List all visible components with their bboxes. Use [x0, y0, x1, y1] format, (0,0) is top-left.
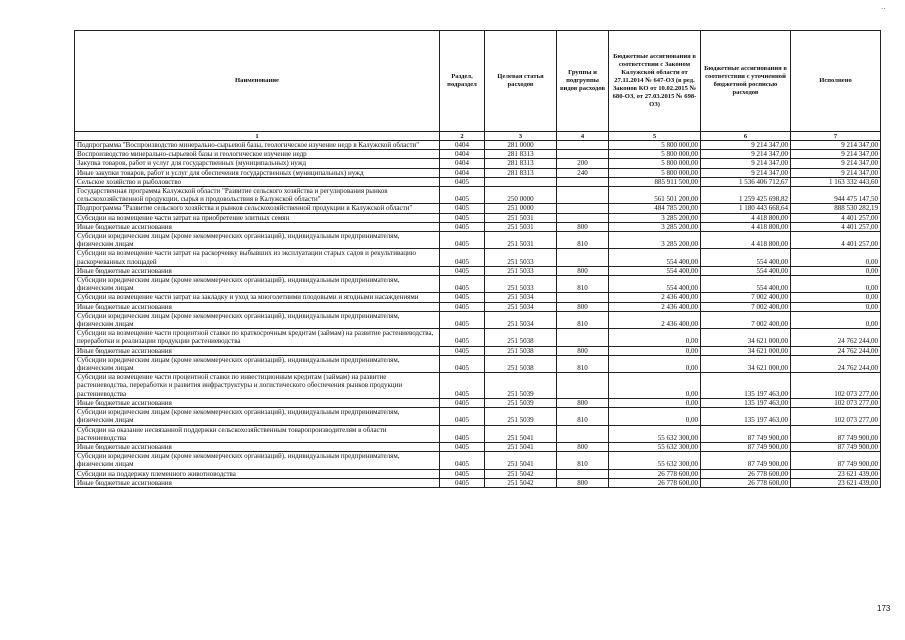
row-razdel: 0405	[440, 232, 485, 249]
row-budget: 2 436 400,00	[609, 293, 701, 302]
row-statya: 251 5031	[485, 222, 557, 231]
row-ispolneno: 23 621 439,00	[791, 469, 881, 478]
row-statya: 251 5034	[485, 302, 557, 311]
table-row	[75, 408, 881, 425]
budget-table	[74, 30, 881, 488]
row-ispolneno: 4 401 257,00	[791, 222, 881, 231]
row-razdel: 0405	[440, 425, 485, 442]
col-number: 5	[609, 132, 701, 141]
row-ispolneno: 0,00	[791, 249, 881, 266]
row-razdel: 0405	[440, 266, 485, 275]
row-name: Субсидии на возмещение части процентной ставки по инвестиционным кредитам (займам) на развитие растениеводства, переработки и развития инфраструктуры и логистического обеспечения рынков продукции растениеводства	[75, 373, 440, 399]
row-budget: 561 501 200,00	[609, 187, 701, 204]
row-statya: 250 0000	[485, 187, 557, 204]
row-gruppa: 810	[557, 355, 609, 372]
table-row	[75, 232, 881, 249]
row-razdel: 0405	[440, 222, 485, 231]
row-ispolneno: 4 401 257,00	[791, 213, 881, 222]
row-statya	[485, 177, 557, 186]
row-utochn: 87 749 900,00	[701, 425, 791, 442]
row-razdel: 0405	[440, 398, 485, 407]
row-ispolneno: 888 530 282,19	[791, 204, 881, 213]
row-utochn: 87 749 900,00	[701, 442, 791, 451]
row-utochn: 34 621 000,00	[701, 355, 791, 372]
row-budget: 0,00	[609, 355, 701, 372]
row-razdel: 0405	[440, 452, 485, 469]
row-gruppa	[557, 213, 609, 222]
table-row	[75, 302, 881, 311]
row-gruppa: 800	[557, 478, 609, 487]
header-statya: Целевая статья расходов	[485, 31, 557, 132]
table-row	[75, 177, 881, 186]
row-utochn: 1 259 425 698,82	[701, 187, 791, 204]
row-utochn: 34 621 000,00	[701, 329, 791, 346]
row-utochn: 554 400,00	[701, 276, 791, 293]
row-ispolneno: 9 214 347,00	[791, 141, 881, 150]
row-name: Субсидии юридическим лицам (кроме некоммерческих организаций), индивидуальным предпринимателям, физическим лицам	[75, 355, 440, 372]
row-razdel: 0404	[440, 141, 485, 150]
row-budget: 3 285 200,00	[609, 232, 701, 249]
row-ispolneno: 24 762 244,00	[791, 329, 881, 346]
col-number: 1	[75, 132, 440, 141]
row-utochn: 135 197 463,00	[701, 398, 791, 407]
table-row	[75, 425, 881, 442]
row-ispolneno: 87 749 900,00	[791, 425, 881, 442]
row-gruppa	[557, 469, 609, 478]
row-gruppa	[557, 141, 609, 150]
row-name: Иные бюджетные ассигнования	[75, 478, 440, 487]
row-utochn: 7 002 400,00	[701, 302, 791, 311]
row-budget: 26 778 600,00	[609, 469, 701, 478]
row-razdel: 0404	[440, 159, 485, 168]
row-budget: 5 800 000,00	[609, 150, 701, 159]
row-razdel: 0404	[440, 150, 485, 159]
row-gruppa	[557, 187, 609, 204]
col-number: 2	[440, 132, 485, 141]
row-budget: 55 632 300,00	[609, 442, 701, 451]
row-utochn: 554 400,00	[701, 266, 791, 275]
row-razdel: 0405	[440, 346, 485, 355]
row-statya: 251 0000	[485, 204, 557, 213]
row-budget: 554 400,00	[609, 249, 701, 266]
row-ispolneno: 4 401 257,00	[791, 232, 881, 249]
table-row	[75, 187, 881, 204]
row-name: Подпрограмма "Воспроизводство минерально-сырьевой базы, геологическое изучение недр в Калужской области"	[75, 141, 440, 150]
row-ispolneno: 87 749 900,00	[791, 452, 881, 469]
header-budget: Бюджетные ассигнования в соответствии с Законом Калужской области от 27.11.2014 № 647-ОЗ (в ред. Законов КО от 10.02.2015 № 680-ОЗ, от 27.03.2015 № 698-ОЗ)	[609, 31, 701, 132]
row-razdel: 0404	[440, 168, 485, 177]
row-statya: 251 5039	[485, 398, 557, 407]
table-row	[75, 222, 881, 231]
corner-mark: ..	[881, 2, 886, 11]
row-gruppa: 810	[557, 276, 609, 293]
table-row	[75, 469, 881, 478]
row-ispolneno: 944 475 147,50	[791, 187, 881, 204]
row-razdel: 0405	[440, 478, 485, 487]
row-razdel: 0405	[440, 355, 485, 372]
row-statya: 251 5038	[485, 346, 557, 355]
row-statya: 251 5041	[485, 425, 557, 442]
row-gruppa: 800	[557, 266, 609, 275]
row-ispolneno: 0,00	[791, 311, 881, 328]
row-statya: 251 5041	[485, 442, 557, 451]
row-gruppa	[557, 373, 609, 399]
row-gruppa	[557, 329, 609, 346]
row-gruppa	[557, 293, 609, 302]
row-budget: 0,00	[609, 408, 701, 425]
row-gruppa	[557, 150, 609, 159]
row-utochn: 87 749 900,00	[701, 452, 791, 469]
header-row	[75, 31, 881, 132]
row-razdel: 0405	[440, 249, 485, 266]
budget-table-sheet	[74, 30, 880, 488]
row-ispolneno: 102 073 277,00	[791, 373, 881, 399]
row-budget: 0,00	[609, 373, 701, 399]
row-name: Субсидии на возмещение части затрат на раскорчевку выбывших из эксплуатации старых садов и рекультивацию раскорчеванных площадей	[75, 249, 440, 266]
row-utochn: 1 536 406 712,67	[701, 177, 791, 186]
row-razdel: 0405	[440, 442, 485, 451]
row-razdel: 0405	[440, 204, 485, 213]
col-number: 7	[791, 132, 881, 141]
row-budget: 0,00	[609, 398, 701, 407]
row-budget: 2 436 400,00	[609, 311, 701, 328]
row-ispolneno: 0,00	[791, 302, 881, 311]
row-razdel: 0405	[440, 469, 485, 478]
row-utochn: 554 400,00	[701, 249, 791, 266]
row-statya: 281 8313	[485, 150, 557, 159]
row-budget: 5 800 000,00	[609, 141, 701, 150]
row-utochn: 7 002 400,00	[701, 311, 791, 328]
row-name: Государственная программа Калужской области "Развитие сельского хозяйства и регулирования рынков сельскохозяйственной продукции, сырья и продовольствия в Калужской области"	[75, 187, 440, 204]
row-name: Иные бюджетные ассигнования	[75, 346, 440, 355]
row-utochn: 4 418 800,00	[701, 232, 791, 249]
table-row	[75, 213, 881, 222]
col-number: 6	[701, 132, 791, 141]
row-gruppa	[557, 249, 609, 266]
row-name: Воспроизводство минерально-сырьевой базы и геологическое изучение недр	[75, 150, 440, 159]
row-gruppa: 810	[557, 232, 609, 249]
row-name: Субсидии юридическим лицам (кроме некоммерческих организаций), индивидуальным предпринимателям, физическим лицам	[75, 232, 440, 249]
row-gruppa: 240	[557, 168, 609, 177]
row-razdel: 0405	[440, 187, 485, 204]
row-budget: 0,00	[609, 329, 701, 346]
table-row	[75, 293, 881, 302]
row-statya: 251 5031	[485, 213, 557, 222]
row-gruppa: 800	[557, 346, 609, 355]
table-row	[75, 249, 881, 266]
row-name: Субсидии на возмещение части затрат на закладку и уход за многолетними плодовыми и ягодными насаждениями	[75, 293, 440, 302]
row-ispolneno: 9 214 347,00	[791, 168, 881, 177]
row-utochn: 26 778 600,00	[701, 469, 791, 478]
row-statya: 281 8313	[485, 159, 557, 168]
row-budget: 5 800 000,00	[609, 159, 701, 168]
table-row	[75, 204, 881, 213]
col-number: 4	[557, 132, 609, 141]
row-name: Субсидии юридическим лицам (кроме некоммерческих организаций), индивидуальным предпринимателям, физическим лицам	[75, 276, 440, 293]
row-statya: 251 5038	[485, 355, 557, 372]
table-row	[75, 168, 881, 177]
table-row	[75, 478, 881, 487]
row-budget: 55 632 300,00	[609, 452, 701, 469]
row-gruppa: 810	[557, 408, 609, 425]
row-name: Иные бюджетные ассигнования	[75, 442, 440, 451]
row-budget: 5 800 000,00	[609, 168, 701, 177]
row-gruppa: 800	[557, 302, 609, 311]
row-statya: 251 5031	[485, 232, 557, 249]
table-row	[75, 266, 881, 275]
row-name: Субсидии на оказание несвязанной поддержки сельскохозяйственным товаропроизводителям в области растениеводства	[75, 425, 440, 442]
row-utochn: 135 197 463,00	[701, 408, 791, 425]
row-gruppa	[557, 204, 609, 213]
row-budget: 885 911 500,00	[609, 177, 701, 186]
row-gruppa: 800	[557, 222, 609, 231]
row-budget: 484 785 200,00	[609, 204, 701, 213]
row-name: Иные бюджетные ассигнования	[75, 222, 440, 231]
row-utochn: 9 214 347,00	[701, 150, 791, 159]
table-row	[75, 373, 881, 399]
row-razdel: 0405	[440, 408, 485, 425]
row-ispolneno: 9 214 347,00	[791, 159, 881, 168]
row-ispolneno: 102 073 277,00	[791, 398, 881, 407]
row-utochn: 1 180 443 668,64	[701, 204, 791, 213]
table-row	[75, 329, 881, 346]
header-utochn: Бюджетные ассигнования в соответствии с уточненной бюджетной росписью расходов	[701, 31, 791, 132]
table-row	[75, 452, 881, 469]
table-row	[75, 311, 881, 328]
row-budget: 554 400,00	[609, 266, 701, 275]
row-gruppa: 200	[557, 159, 609, 168]
row-name: Иные закупки товаров, работ и услуг для обеспечения государственных (муниципальных) нужд	[75, 168, 440, 177]
row-statya: 251 5042	[485, 469, 557, 478]
row-utochn: 9 214 347,00	[701, 141, 791, 150]
row-statya: 281 0000	[485, 141, 557, 150]
row-razdel: 0405	[440, 373, 485, 399]
header-razdel: Раздел, подраздел	[440, 31, 485, 132]
header-name: Наименование	[75, 31, 440, 132]
row-name: Иные бюджетные ассигнования	[75, 266, 440, 275]
row-statya: 251 5034	[485, 311, 557, 328]
row-budget: 3 285 200,00	[609, 222, 701, 231]
table-row	[75, 276, 881, 293]
row-budget: 26 778 600,00	[609, 478, 701, 487]
row-ispolneno: 0,00	[791, 276, 881, 293]
table-row	[75, 150, 881, 159]
row-ispolneno: 24 762 244,00	[791, 346, 881, 355]
row-razdel: 0405	[440, 177, 485, 186]
row-gruppa	[557, 425, 609, 442]
row-ispolneno: 0,00	[791, 266, 881, 275]
row-razdel: 0405	[440, 276, 485, 293]
row-name: Субсидии юридическим лицам (кроме некоммерческих организаций), индивидуальным предпринимателям, физическим лицам	[75, 311, 440, 328]
row-gruppa: 810	[557, 311, 609, 328]
row-name: Иные бюджетные ассигнования	[75, 398, 440, 407]
table-row	[75, 159, 881, 168]
header-gruppy: Группы и подгруппы видов расходов	[557, 31, 609, 132]
row-ispolneno: 0,00	[791, 293, 881, 302]
row-utochn: 4 418 800,00	[701, 222, 791, 231]
row-utochn: 4 418 800,00	[701, 213, 791, 222]
col-number: 3	[485, 132, 557, 141]
row-gruppa: 800	[557, 398, 609, 407]
row-statya: 251 5033	[485, 249, 557, 266]
page-number: 173	[877, 604, 891, 613]
row-razdel: 0405	[440, 213, 485, 222]
row-razdel: 0405	[440, 329, 485, 346]
row-name: Закупка товаров, работ и услуг для государственных (муниципальных) нужд	[75, 159, 440, 168]
row-statya: 251 5041	[485, 452, 557, 469]
header-ispolneno: Исполнено	[791, 31, 881, 132]
row-name: Подпрограмма "Развитие сельского хозяйства и рынков сельскохозяйственной продукции в Калужской области"	[75, 204, 440, 213]
row-utochn: 7 002 400,00	[701, 293, 791, 302]
row-name: Субсидии юридическим лицам (кроме некоммерческих организаций), индивидуальным предпринимателям, физическим лицам	[75, 408, 440, 425]
table-row	[75, 398, 881, 407]
row-statya: 251 5033	[485, 266, 557, 275]
row-ispolneno: 87 749 900,00	[791, 442, 881, 451]
row-gruppa	[557, 177, 609, 186]
row-name: Субсидии юридическим лицам (кроме некоммерческих организаций), индивидуальным предпринимателям, физическим лицам	[75, 452, 440, 469]
row-ispolneno: 1 163 332 443,60	[791, 177, 881, 186]
row-budget: 0,00	[609, 346, 701, 355]
row-razdel: 0405	[440, 293, 485, 302]
row-budget: 2 436 400,00	[609, 302, 701, 311]
row-ispolneno: 24 762 244,00	[791, 355, 881, 372]
row-name: Субсидии на возмещение части процентной ставки по краткосрочным кредитам (займам) на развитие растениеводства, переработки и реализации продукции растениеводства	[75, 329, 440, 346]
table-row	[75, 141, 881, 150]
row-razdel: 0405	[440, 311, 485, 328]
row-utochn: 34 621 000,00	[701, 346, 791, 355]
table-body	[75, 141, 881, 488]
row-name: Субсидии на поддержку племенного животноводства	[75, 469, 440, 478]
row-razdel: 0405	[440, 302, 485, 311]
row-statya: 281 8313	[485, 168, 557, 177]
table-row	[75, 355, 881, 372]
row-statya: 251 5039	[485, 373, 557, 399]
row-statya: 251 5038	[485, 329, 557, 346]
row-statya: 251 5034	[485, 293, 557, 302]
row-budget: 55 632 300,00	[609, 425, 701, 442]
row-gruppa: 810	[557, 452, 609, 469]
row-budget: 3 285 200,00	[609, 213, 701, 222]
row-ispolneno: 102 073 277,00	[791, 408, 881, 425]
row-utochn: 9 214 347,00	[701, 159, 791, 168]
row-utochn: 9 214 347,00	[701, 168, 791, 177]
row-budget: 554 400,00	[609, 276, 701, 293]
row-name: Сельское хозяйство и рыболовство	[75, 177, 440, 186]
row-gruppa: 800	[557, 442, 609, 451]
table-row	[75, 442, 881, 451]
row-statya: 251 5033	[485, 276, 557, 293]
row-statya: 251 5039	[485, 408, 557, 425]
row-name: Иные бюджетные ассигнования	[75, 302, 440, 311]
row-statya: 251 5042	[485, 478, 557, 487]
row-utochn: 26 778 600,00	[701, 478, 791, 487]
table-row	[75, 346, 881, 355]
row-ispolneno: 23 621 439,00	[791, 478, 881, 487]
row-name: Субсидии на возмещение части затрат на приобретение элитных семян	[75, 213, 440, 222]
row-ispolneno: 9 214 347,00	[791, 150, 881, 159]
column-number-row	[75, 132, 881, 141]
row-utochn: 135 197 463,00	[701, 373, 791, 399]
